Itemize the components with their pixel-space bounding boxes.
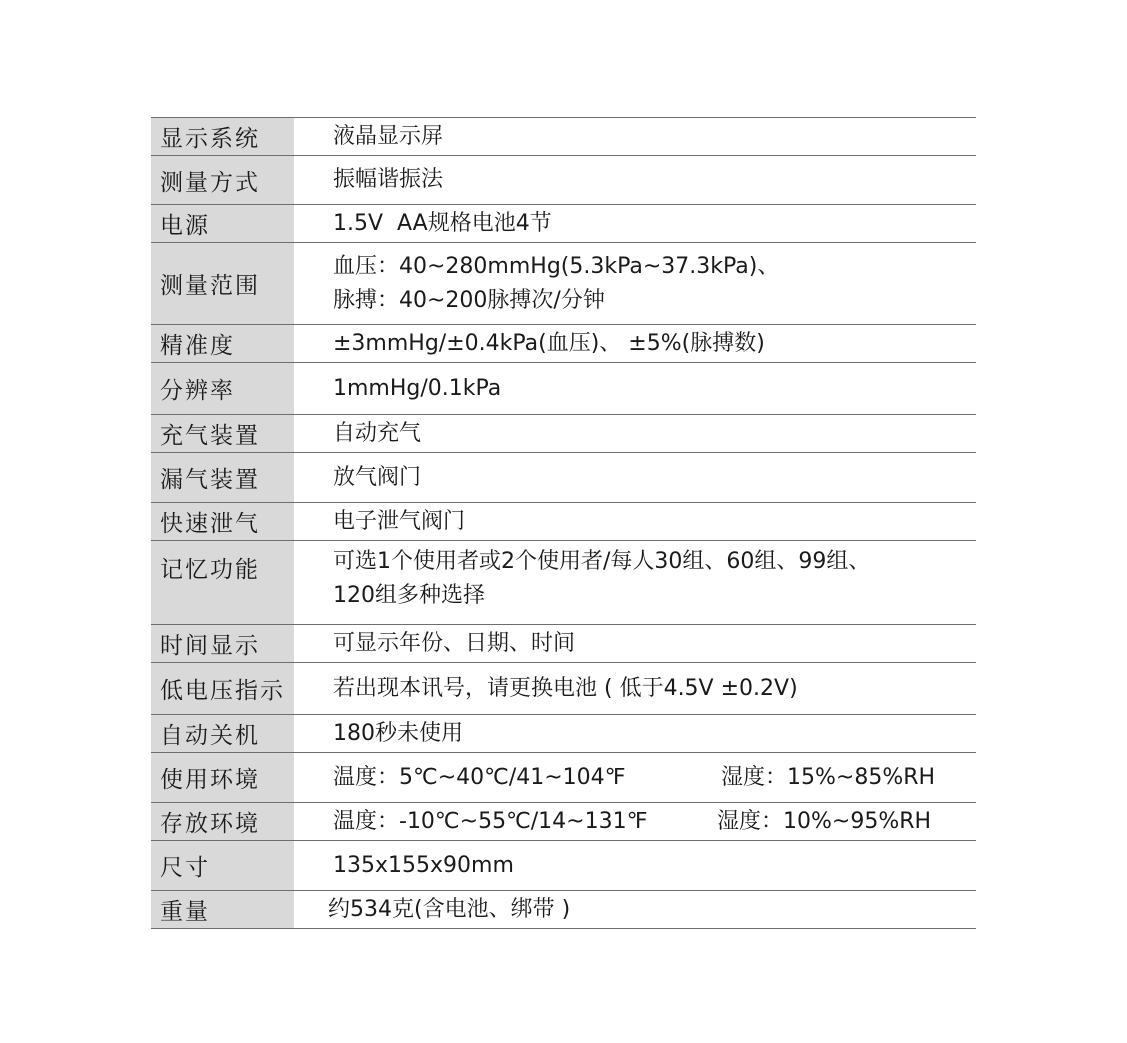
spec-row-inflation bbox=[151, 415, 976, 453]
spec-label: 重量 bbox=[151, 891, 294, 928]
spec-value bbox=[294, 243, 976, 324]
spec-label: 充气装置 bbox=[151, 415, 294, 452]
temperature-range: 温度：5℃~40℃/41~104℉ bbox=[333, 764, 626, 790]
spec-row-memory bbox=[151, 541, 976, 625]
spec-row-dimensions bbox=[151, 841, 976, 891]
spec-label: 记忆功能 bbox=[151, 541, 294, 624]
spec-value-text: 135x155x90mm bbox=[333, 852, 514, 878]
spec-value-text: 若出现本讯号，请更换电池 ( 低于4.5V ±0.2V) bbox=[333, 675, 798, 701]
spec-label: 快速泄气 bbox=[151, 503, 294, 540]
spec-row-time-display bbox=[151, 625, 976, 663]
spec-row-auto-off bbox=[151, 715, 976, 753]
spec-label: 显示系统 bbox=[151, 118, 294, 155]
spec-value-line: 可选1个使用者或2个使用者/每人30组、60组、99组、 bbox=[333, 549, 871, 574]
spec-label: 低电压指示 bbox=[151, 663, 294, 714]
spec-value bbox=[294, 325, 976, 362]
spec-value-line: 血压：40~280mmHg(5.3kPa~37.3kPa)、 bbox=[333, 253, 780, 279]
spec-value bbox=[294, 841, 976, 890]
spec-label: 分辨率 bbox=[151, 363, 294, 414]
spec-row-quick-release bbox=[151, 503, 976, 541]
spec-value bbox=[294, 453, 976, 502]
spec-value bbox=[294, 715, 976, 752]
spec-value bbox=[294, 663, 976, 714]
spec-label: 时间显示 bbox=[151, 625, 294, 662]
spec-row-display bbox=[151, 118, 976, 156]
spec-value-text: 振幅谐振法 bbox=[333, 167, 444, 192]
spec-value-text: 放气阀门 bbox=[333, 464, 422, 490]
spec-value-text: 约534克(含电池、绑带 ) bbox=[328, 896, 571, 922]
spec-value bbox=[294, 363, 976, 414]
humidity-range: 湿度：10%~95%RH bbox=[717, 808, 932, 834]
spec-row-power bbox=[151, 205, 976, 243]
humidity-range: 湿度：15%~85%RH bbox=[721, 764, 936, 790]
spec-value-text: ±3mmHg/±0.4kPa(血压)、 ±5%(脉搏数) bbox=[333, 330, 765, 356]
spec-value-line: 脉搏：40~200脉搏次/分钟 bbox=[333, 287, 605, 313]
spec-label: 尺寸 bbox=[151, 841, 294, 890]
spec-row-resolution bbox=[151, 363, 976, 415]
spec-value bbox=[294, 891, 976, 928]
spec-value bbox=[294, 503, 976, 540]
spec-value-text: 电子泄气阀门 bbox=[333, 508, 466, 534]
spec-value-text: 自动充气 bbox=[333, 420, 422, 446]
spec-value-text: 液晶显示屏 bbox=[333, 123, 444, 149]
spec-row-method bbox=[151, 156, 976, 205]
spec-value bbox=[294, 205, 976, 242]
spec-row-storage-env bbox=[151, 803, 976, 841]
spec-label: 自动关机 bbox=[151, 715, 294, 752]
spec-value bbox=[294, 541, 976, 624]
env-line bbox=[333, 805, 976, 839]
spec-label: 电源 bbox=[151, 205, 294, 242]
spec-value bbox=[294, 415, 976, 452]
spec-value-text: 可显示年份、日期、时间 bbox=[333, 630, 576, 656]
spec-row-deflation bbox=[151, 453, 976, 503]
spec-label: 存放环境 bbox=[151, 803, 294, 840]
spec-value-line: 120组多种选择 bbox=[333, 583, 485, 608]
spec-label: 使用环境 bbox=[151, 753, 294, 802]
spec-value bbox=[294, 118, 976, 155]
spec-label: 精准度 bbox=[151, 325, 294, 362]
spec-row-range bbox=[151, 243, 976, 325]
spec-row-low-voltage bbox=[151, 663, 976, 715]
spec-row-weight bbox=[151, 891, 976, 929]
spec-value-text: 180秒未使用 bbox=[333, 720, 463, 746]
spec-row-operating-env bbox=[151, 753, 976, 803]
env-line bbox=[333, 761, 976, 795]
spec-table bbox=[151, 117, 976, 929]
spec-value bbox=[294, 156, 976, 204]
spec-value-text: 1.5V AA规格电池4节 bbox=[333, 210, 552, 236]
spec-value-text: 1mmHg/0.1kPa bbox=[333, 375, 502, 401]
spec-value bbox=[294, 753, 976, 802]
temperature-range: 温度：-10℃~55℃/14~131℉ bbox=[333, 808, 648, 834]
spec-row-accuracy bbox=[151, 325, 976, 363]
spec-label: 测量范围 bbox=[151, 243, 294, 324]
spec-value bbox=[294, 625, 976, 662]
spec-label: 漏气装置 bbox=[151, 453, 294, 502]
spec-label: 测量方式 bbox=[151, 156, 294, 204]
spec-value bbox=[294, 803, 976, 840]
